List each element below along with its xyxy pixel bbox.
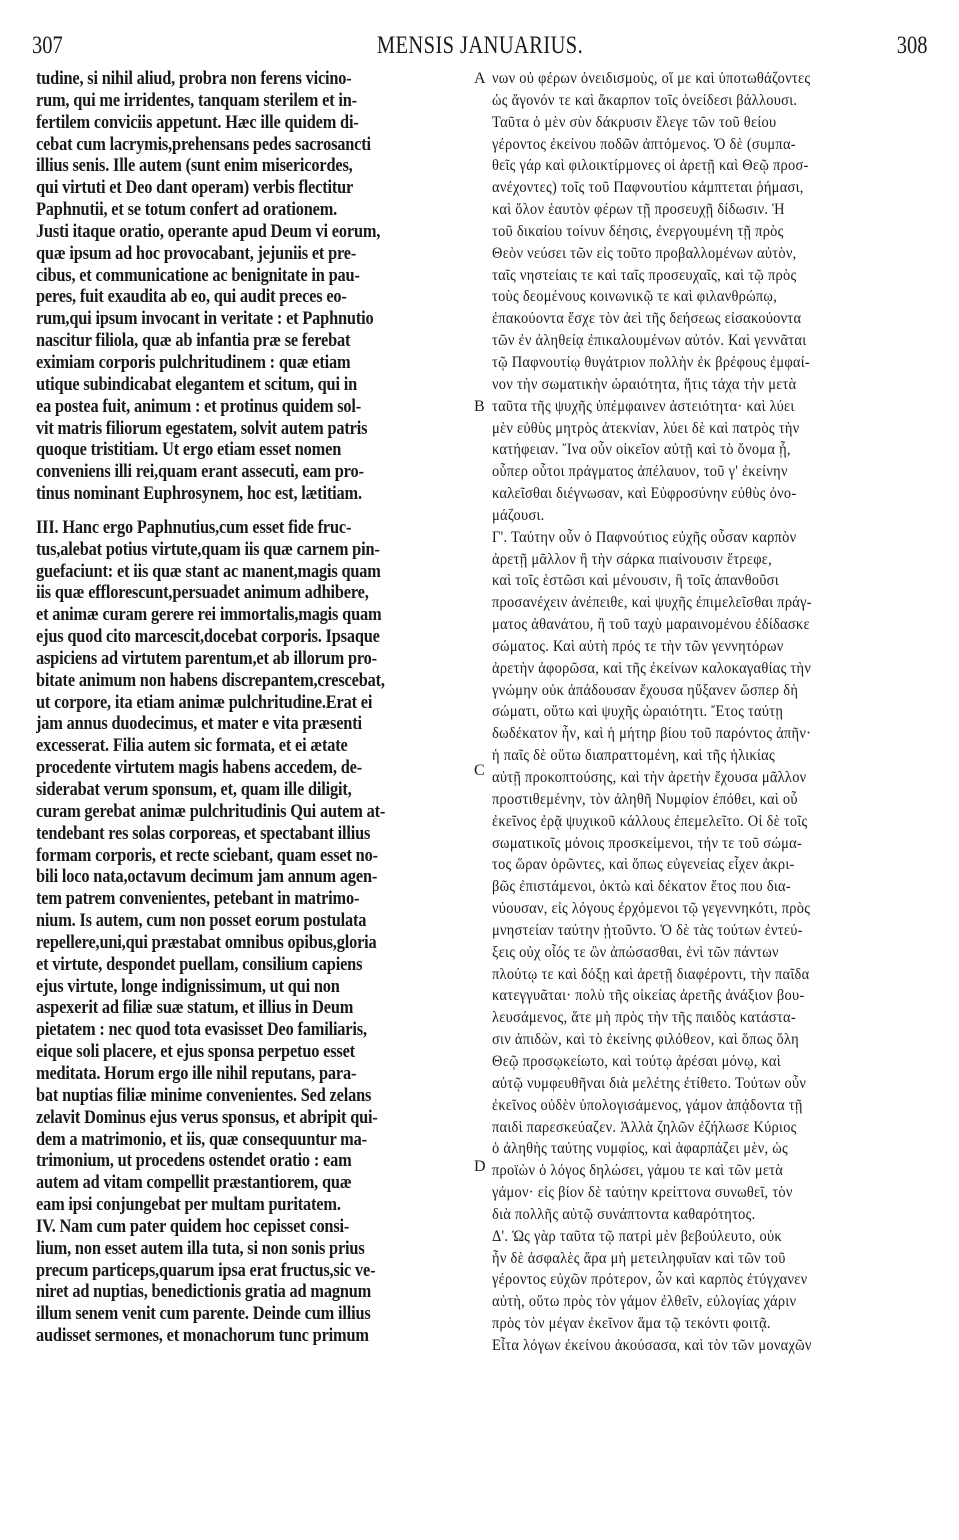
latin-text-line: rum,qui ipsum invocant in veritate : et Paphnutio xyxy=(36,308,374,330)
latin-text-line: pietatem : nec quod tota evasisset Deo familiaris, xyxy=(36,1019,367,1041)
greek-text-line: τοὺς δεομένους κοινωνικῷ τε καὶ φιλανθρώπῳ, xyxy=(492,288,778,306)
greek-text-line: Θεῷ προσῳκείωτο, καὶ τούτῳ ἀρέσαι μόνῳ, καὶ xyxy=(492,1052,781,1070)
latin-text-line: lium, non esset autem illa tuta, si non sonis prius xyxy=(36,1237,365,1259)
margin-letter-c: C xyxy=(474,762,485,779)
greek-text-line: μνηστείαν ταύτην ᾐτοῦντο. Ὁ δὲ τὰς τούτων ἐντεύ- xyxy=(492,921,803,939)
greek-text-line: λευσάμενος, ἅτε μὴ πρὸς τὴν τῆς παιδὸς κατάστα- xyxy=(492,1009,796,1027)
greek-text-line: ἦν δὲ ἀσφαλὲς ἄρα μὴ μετειληφυῖαν καὶ τῶν τοῦ xyxy=(492,1249,786,1267)
greek-text-line: ἀρετὴν ἀφορῶσα, καὶ τῆς ἐκείνων καλοκαγαθίας τὴν xyxy=(492,659,812,677)
greek-text-line: ἐπακούοντα ἔσχε τὸν ἀεὶ τῆς δεήσεως εἰσακούοντα xyxy=(492,310,802,328)
greek-text-line: νύουσαν, εἰς λόγους ἐρχόμενοι τῷ γεγεννηκότι, πρὸς xyxy=(492,900,811,918)
greek-text-line: καλεῖσθαι διέγνωσαν, καὶ Εὐφροσύνην εὐθὺς ὀνο- xyxy=(492,485,797,503)
greek-text-line: Γ'. Ταύτην οὖν ὁ Παφνούτιος εὐχῆς οὖσαν καρπὸν xyxy=(492,528,797,546)
greek-text-line: δωδέκατον ἦν, καὶ ἡ μήτηρ βίου τοῦ παρόντος ἀπῆν· xyxy=(492,725,812,743)
latin-text-line: formam corporis, et recte sciebant, quam esset no- xyxy=(36,844,378,866)
margin-letter-b: B xyxy=(474,398,485,415)
latin-text-line: III. Hanc ergo Paphnutius,cum esset fide fruc- xyxy=(36,516,352,538)
page-number-right: 308 xyxy=(896,32,927,59)
greek-text-line: ὡς ἄγονόν τε καὶ ἄκαρπον τοῖς ὀνείδεσι βάλλουσι. xyxy=(492,91,798,109)
latin-text-line: ea postea fuit, animum : et protinus quidem sol- xyxy=(36,395,362,417)
latin-text-line: tudine, si nihil aliud, probra non ferens vicino- xyxy=(36,68,352,89)
greek-text-line: αὐτῇ προκοπτούσης, καὶ τὴν ἀρετὴν ἔχουσα μᾶλλον xyxy=(492,769,807,786)
greek-text-line: προσανέχειν ἀνέπειθε, καὶ ψυχῆς ἐπιμελεῖσθαι πράγ- xyxy=(492,594,812,612)
latin-text-line: niret ad nuptias, benedictionis gratia ad magnum xyxy=(36,1281,372,1303)
greek-text-line: Ταῦτα ὁ μὲν σὺν δάκρυσιν ἔλεγε τῶν τοῦ θείου xyxy=(492,113,777,131)
latin-text-line: iis quæ efflorescunt,persuadet animum adhibere, xyxy=(36,582,369,604)
latin-text-line: qui virtuti et Deo dant operam) verbis flectitur xyxy=(36,177,354,199)
latin-text-line: zelavit Dominus ejus verus sponsus, et abripit qui- xyxy=(36,1106,378,1128)
latin-text-line: bat nuptias filiæ minime convenientes. Sed zelans xyxy=(36,1084,372,1106)
greek-text-line: τοῦ δικαίου τοίνυν δέησις, ἐνεργουμένη τῇ πρὸς xyxy=(492,222,784,240)
greek-text-line: οὗπερ οὗτοι πράγματος ἀπέλαυον, τοῦ γ' ἐκείνην xyxy=(492,463,788,481)
latin-text-line: tem patrem convenientes, petebant in matrimo- xyxy=(36,888,360,910)
greek-text-line: ἐκεῖνος ἐρᾷ ψυχικοῦ κάλλους ἐπεμελεῖτο. Οἱ δὲ τοῖς xyxy=(492,812,808,830)
running-title: MENSIS JANUARIUS. xyxy=(376,32,583,59)
greek-text-line: γέροντος εὐχῶν πρότερον, ὧν καὶ καρπὸς ἐτύγχανεν xyxy=(492,1271,808,1289)
latin-text-line: peres, fuit exaudita ab eo, qui audit preces eo- xyxy=(36,286,347,308)
greek-text-line: ταῖς νηστείαις τε καὶ ταῖς προσευχαῖς, καὶ τῷ πρὸς xyxy=(492,266,797,284)
latin-text-line: autem ad vitam compellit præstantiorem, quæ xyxy=(36,1172,352,1194)
greek-text-line: ξεις οὐχ οἷός τε ὢν ἀπώσασθαι, ἑνὶ τῶν πάντων xyxy=(492,943,779,961)
latin-text-line: IV. Nam cum pater quidem hoc cepisset consi- xyxy=(36,1215,350,1237)
page-header xyxy=(32,30,927,64)
greek-text-line: μὲν εὐθὺς μητρὸς ἀτεκνίαν, λύει δὲ καὶ πατρὸς τὴν xyxy=(492,419,800,437)
greek-text-line: Δ'. Ὡς γὰρ ταῦτα τῷ πατρὶ μὲν βεβούλευτο, οὐκ xyxy=(492,1227,782,1245)
latin-text-line: quæ ipsum ad hoc provocabant, jejuniis et pre- xyxy=(36,242,357,264)
greek-text-line: σωματικοῖς μόνοις προσκείμενοι, τήν τε τοῦ σώμα- xyxy=(492,834,803,852)
latin-text-line: Paphnutii, et se totum confert ad orationem. xyxy=(36,199,338,221)
greek-text-line: αὐτὴ, οὕτω πρὸς τὸν γάμον ἐλθεῖν, εὐλογίας χάριν xyxy=(492,1293,797,1311)
latin-text-line: vit matris filiorum egestatem, solvit autem patris xyxy=(36,417,368,439)
latin-text-line: siderabat verum sponsum, et, quam ille diligit, xyxy=(36,779,352,800)
latin-text-line: quoque tristitiam. Ut ergo etiam esset nomen xyxy=(36,439,342,461)
greek-text-line: ὁ ἀληθὴς ταύτης νυμφίος, καὶ ἁφαρπάζει μὲν, ὡς xyxy=(492,1140,789,1158)
latin-text-line: tinus nominant Euphrosynem, hoc est, lætitiam. xyxy=(36,483,362,505)
latin-text-line: tus,alebat potius virtute,quam iis quæ carnem pin- xyxy=(36,538,380,560)
latin-text-line: fertilem conviciis appetunt. Hæc ille quidem di- xyxy=(36,111,359,133)
latin-text-line: excesserat. Filia autem sic formata, et ei ætate xyxy=(36,735,348,757)
latin-text-line: meditata. Horum ergo ille nihil reputans, para- xyxy=(36,1062,357,1084)
greek-text-line: καὶ τοῖς ἑστῶσι καὶ μένουσιν, ἢ τοῖς ἀπανθοῦσι xyxy=(492,572,779,590)
greek-text-line: καὶ ὅλον ἑαυτὸν φέρων τῇ προσευχῇ δίδωσιν. Ἡ xyxy=(492,201,785,219)
greek-text-line: προϊὼν ὁ λόγος δηλώσει, γάμου τε καὶ τῶν μετὰ xyxy=(492,1162,784,1180)
latin-text-line: rum, qui me irridentes, tanquam sterilem et in- xyxy=(36,89,357,111)
latin-text-line: guefaciunt: et iis quæ stant ac manent,magis quam xyxy=(36,560,381,582)
latin-text-line: et virtute, despondet puellam, consilium capiens xyxy=(36,953,363,975)
latin-text-line: conveniens illi rei,quam erant assecuti, eam pro- xyxy=(36,461,364,483)
greek-text-line: κατεγγυᾶται· πολὺ τῆς οἰκείας ἀρετῆς ἀνάξιον βου- xyxy=(492,987,805,1005)
greek-text-line: ἀρετῇ μᾶλλον ἢ τὴν σάρκα πιαίνουσιν ἔτρεφε, xyxy=(492,550,773,568)
latin-text-line: bitate animum non habens discrepantem,crescebat, xyxy=(36,669,385,691)
greek-text-line: τῶν ἐν ἀληθείᾳ ἐπικαλουμένων αὐτόν. Καὶ γεννᾶται xyxy=(492,332,807,350)
greek-text-line: διὰ πολλῆς αὐτῷ συνάπτοντα καθαρότητος. xyxy=(492,1205,756,1223)
latin-text-line: aspexerit ad filiæ suæ statum, et illius in Deum xyxy=(36,997,354,1019)
greek-text-line: σώματι, οὕτω καὶ ψυχῆς ὡραιότητι. Ἔτος ταύτῃ xyxy=(492,703,784,721)
greek-text-line: γνώμην οὐκ ἀπάδουσαν ἔχουσα ηὔξανεν ὥσπερ δὴ xyxy=(492,681,799,699)
latin-text-line: ejus quod cito marcescit,docebat corporis. Ipsaque xyxy=(36,626,380,648)
greek-text-line: τῷ Παφνουτίῳ θυγάτριον πολλὴν ἐκ βρέφους ἐμφαί- xyxy=(492,353,811,371)
greek-text-line: θεῖς γάρ καὶ φιλοικτίρμονες οἱ ἀρετῇ καὶ Θεῷ προσ- xyxy=(492,157,809,175)
greek-text-line: σιν ἀπιδὼν, καὶ τὸ ἐκείνης φιλόθεον, καὶ ὅπως ὅλη xyxy=(492,1031,799,1049)
latin-text-line: eximiam corporis pulchritudinem : quæ etiam xyxy=(36,351,351,373)
greek-text-line: πρὸς τὸν μέγαν ἐκεῖνον ἅμα τῷ τεκόντι φοιτᾷ. xyxy=(492,1315,771,1333)
greek-text-line: ματος ἀθανάτου, ἢ τοῦ ταχὺ μαραινομένου ἐδίδασκε xyxy=(492,616,810,634)
latin-text-line: Justi itaque oratio, operante apud Deum vi eorum, xyxy=(36,220,381,242)
greek-text-line: προστιθεμένην, τὸν ἀληθῆ Νυμφίον ἐπόθει, καὶ οὗ xyxy=(492,790,798,808)
greek-text-line: τος ὥραν ὁρῶντες, καὶ ὅπως εὐγενείας εἶχεν ἀκρι- xyxy=(492,856,795,874)
latin-text-line: bili loco nata,octavum decimum jam annum agen- xyxy=(36,866,378,888)
latin-text-line: nium. Is autem, cum non posset eorum postulata xyxy=(36,910,367,932)
latin-text-line: procedente virtutem magis habens accedem, de- xyxy=(36,757,362,779)
greek-text-line: αὐτῷ νυμφευθῆναι διὰ μελέτης ἐτίθετο. Τούτων οὖν xyxy=(492,1074,807,1092)
greek-text-line: ανέχοντες) τοῖς τοῦ Παφνουτίου κάμπτεται ῥήμασι, xyxy=(492,179,804,197)
latin-text-line: et animæ curam gerere rei immortalis,magis quam xyxy=(36,604,382,626)
latin-text-line: aspiciens ad virtutem parentum,et ab illorum pro- xyxy=(36,647,377,669)
latin-text-line: dem a matrimonio, et iis, quæ consequuntur ma- xyxy=(36,1128,367,1150)
greek-text-line: γάμον· εἰς βίον δὲ ταύτην κρείττονα συνωθεῖ, τὸν xyxy=(492,1184,793,1202)
latin-text-line: eique soli placere, et ejus sponsa perpetuo esset xyxy=(36,1041,355,1063)
greek-text-line: ἡ παῖς δὲ οὕτω διαπραττομένη, καὶ τῆς ἡλικίας xyxy=(492,747,775,765)
latin-text-line: cebat cum lacrymis,prehensans pedes sacrosancti xyxy=(36,133,371,155)
margin-letter-d: D xyxy=(474,1158,486,1175)
latin-text-line: utique subindicabat elegantem et scitum, qui in xyxy=(36,373,358,395)
latin-text-line: repellere,uni,qui præstabat omnibus opibus,gloria xyxy=(36,931,377,953)
latin-text-line: audisset sermones, et monachorum tunc primum xyxy=(36,1325,369,1347)
latin-text-line: ejus virtute, longe indignissimum, ut qui non xyxy=(36,975,340,997)
greek-column xyxy=(492,68,932,1528)
latin-text-line: tendebant res solas corporeas, et spectabant illius xyxy=(36,822,371,844)
greek-text-line: ταῦτα τῆς ψυχῆς ὑπέμφαινεν ἀστειότητα· καὶ λύει xyxy=(492,397,795,415)
greek-text-line: σώματος. Καὶ αὐτὴ πρός τε τὴν τῶν γεννητόρων xyxy=(492,637,784,655)
greek-text-line: βῶς ἐπιστάμενοι, ὀκτὼ καὶ δέκατον ἔτος που δια- xyxy=(492,878,791,896)
latin-text-line: curam gerebat animæ pulchritudinis Qui autem at- xyxy=(36,800,386,822)
greek-text-line: πλούτῳ τε καὶ δόξῃ καὶ ἀρετῇ διαφέροντι, τὴν παῖδα xyxy=(492,965,810,983)
greek-text-line: νον τὴν σωματικὴν ὡραιότητα, ἥτις τάχα τὴν μετὰ xyxy=(492,375,797,393)
greek-text-line: νων οὐ φέρων ὀνειδισμοὺς, οἵ με καὶ ὑποτωθάζοντες xyxy=(492,70,811,87)
latin-text-line: jam annus duodecimus, et mater e vita præsenti xyxy=(36,713,362,735)
greek-text-line: ἐκεῖνος οὐδὲν ὑπολογισάμενος, γάμον ἀπᾴδοντα τῇ xyxy=(492,1096,803,1114)
greek-text-line: μάζουσι. xyxy=(492,506,545,524)
greek-text-line: κατήφειαν. Ἵνα οὖν οἰκεῖον αὐτῇ καὶ τὸ ὄνομα ᾖ, xyxy=(492,441,791,459)
latin-text-line: eam ipsi conjungebat per multam puritatem. xyxy=(36,1194,341,1216)
latin-text-line: illum senem venit cum parente. Deinde cum illius xyxy=(36,1303,371,1325)
paragraph-gap xyxy=(36,505,470,517)
greek-text-line: γέροντος ἐκείνου ποδῶν ἀπτόμενος. Ὁ δὲ (συμπα- xyxy=(492,135,796,153)
greek-text-line: παιδὶ παρεσκεύαζεν. Ἀλλὰ ζηλῶν ἐζήλωσε Κύριος xyxy=(492,1118,797,1136)
greek-text-line: Θεὸν νεύσει τῶν εἰς τοῦτο προβαλλομένων αὐτὸν, xyxy=(492,244,797,262)
latin-text-line: ut corpore, ita etiam animæ pulchritudine.Erat ei xyxy=(36,691,373,713)
page-number-left: 307 xyxy=(32,32,63,59)
latin-text-line: trimonium, ut procedens ostendet oratio : eam xyxy=(36,1150,352,1172)
latin-text-line: nascitur filiola, quæ ab infantia præ se ferebat xyxy=(36,330,351,352)
latin-text-line: cibus, et communicatione ac benignitate in pau- xyxy=(36,264,360,286)
margin-letter-a: A xyxy=(474,70,486,87)
greek-text-line: Εἶτα λόγων ἐκείνου ἀκούσασα, καὶ τὸν τῶν μοναχῶν xyxy=(492,1336,812,1354)
latin-text-line: illius senis. Ille autem (sunt enim misericordes, xyxy=(36,155,353,177)
latin-text-line: precum particeps,quarum ipsa erat fructus,sic ve- xyxy=(36,1259,376,1281)
latin-column xyxy=(36,68,470,1528)
